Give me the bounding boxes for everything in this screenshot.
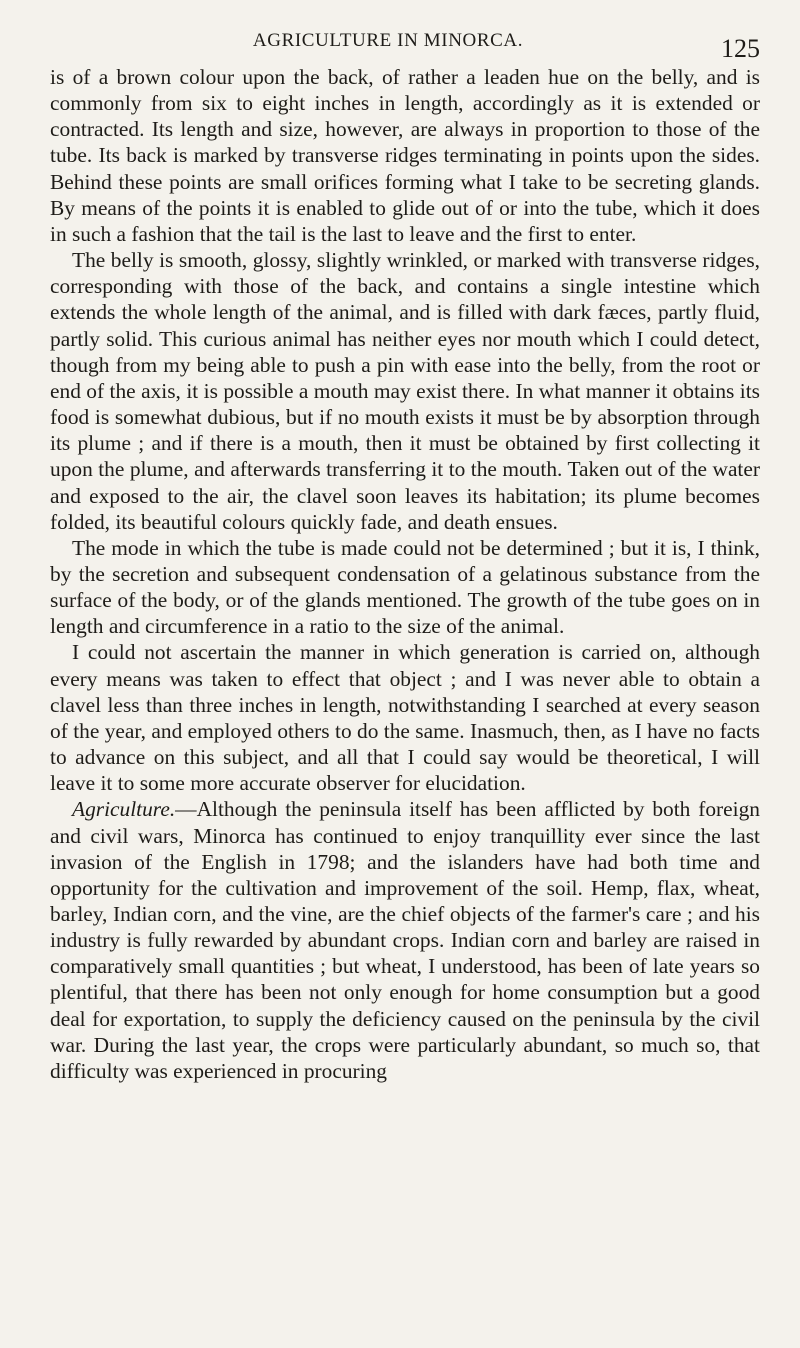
section-heading-agriculture: Agriculture. [72,797,176,822]
paragraph-continuation: is of a brown colour upon the back, of rather a leaden hue on the belly, and is commonly from six to eight inches in length, accordingly as it is extended or contracted. Its length and size, however, are always in proportion to those of the tube. Its back is marked by transverse ridges terminating in points upon the sides. Behind these points are small orifices forming what I take to be secreting glands. By means of the points it is enabled to glide out of or into the tube, which it does in such a fashion that the tail is the last to leave and the first to enter. [50,65,760,246]
paragraph-belly: The belly is smooth, glossy, slightly wrinkled, or marked with transverse ridges, corresponding with those of the back, and contains a single intestine which extends the whole length of the animal, and is filled with dark fæces, partly fluid, partly solid. This curious animal has neither eyes nor mouth which I could detect, though from my being able to push a pin with ease into the belly, from the root or end of the axis, it is possible a mouth may exist there. In what manner it obtains its food is somewhat dubious, but if no mouth exists it must be by absorption through its plume ; and if there is a mouth, then it must be obtained by first collecting it upon the plume, and afterwards transferring it to the mouth. Taken out of the water and exposed to the air, the clavel soon leaves its habitation; its plume becomes folded, its beautiful colours quickly fade, and death ensues. [50,248,760,534]
paragraph-agriculture-text: —Although the peninsula itself has been afflicted by both foreign and civil wars, Minorca has continued to enjoy tranquillity ever since the last invasion of the English in 1798; and the islanders have had both time and opportunity for the cultivation and improvement of the soil. Hemp, flax, wheat, barley, Indian corn, and the vine, are the chief objects of the farmer's care ; and his industry is fully rewarded by abundant crops. Indian corn and barley are raised in comparatively small quantities ; but wheat, I understood, has been of late years so plentiful, that there has been not only enough for home consumption but a good deal for exportation, to supply the deficiency caused on the peninsula by the civil war. During the last year, the crops were particularly abundant, so much so, that difficulty was experienced in procuring [50,797,760,1083]
paragraph-agriculture [50,796,760,1084]
page-number: 125 [721,34,760,63]
paragraph-tube: The mode in which the tube is made could not be determined ; but it is, I think, by the secretion and subsequent condensation of a gelatinous substance from the surface of the body, or of the glands mentioned. The growth of the tube goes on in length and circumference in a ratio to the size of the animal. [50,535,760,639]
running-head [50,28,760,63]
paragraph-generation: I could not ascertain the manner in which generation is carried on, although every means was taken to effect that object ; and I was never able to obtain a clavel less than three inches in length, notwithstanding I searched at every season of the year, and employed others to do the same. Inasmuch, then, as I have no facts to advance on this subject, and all that I could say would be theoretical, I will leave it to some more accurate observer for elucidation. [50,640,760,796]
body-text [50,64,760,1084]
running-title: AGRICULTURE IN MINORCA. [252,30,524,51]
